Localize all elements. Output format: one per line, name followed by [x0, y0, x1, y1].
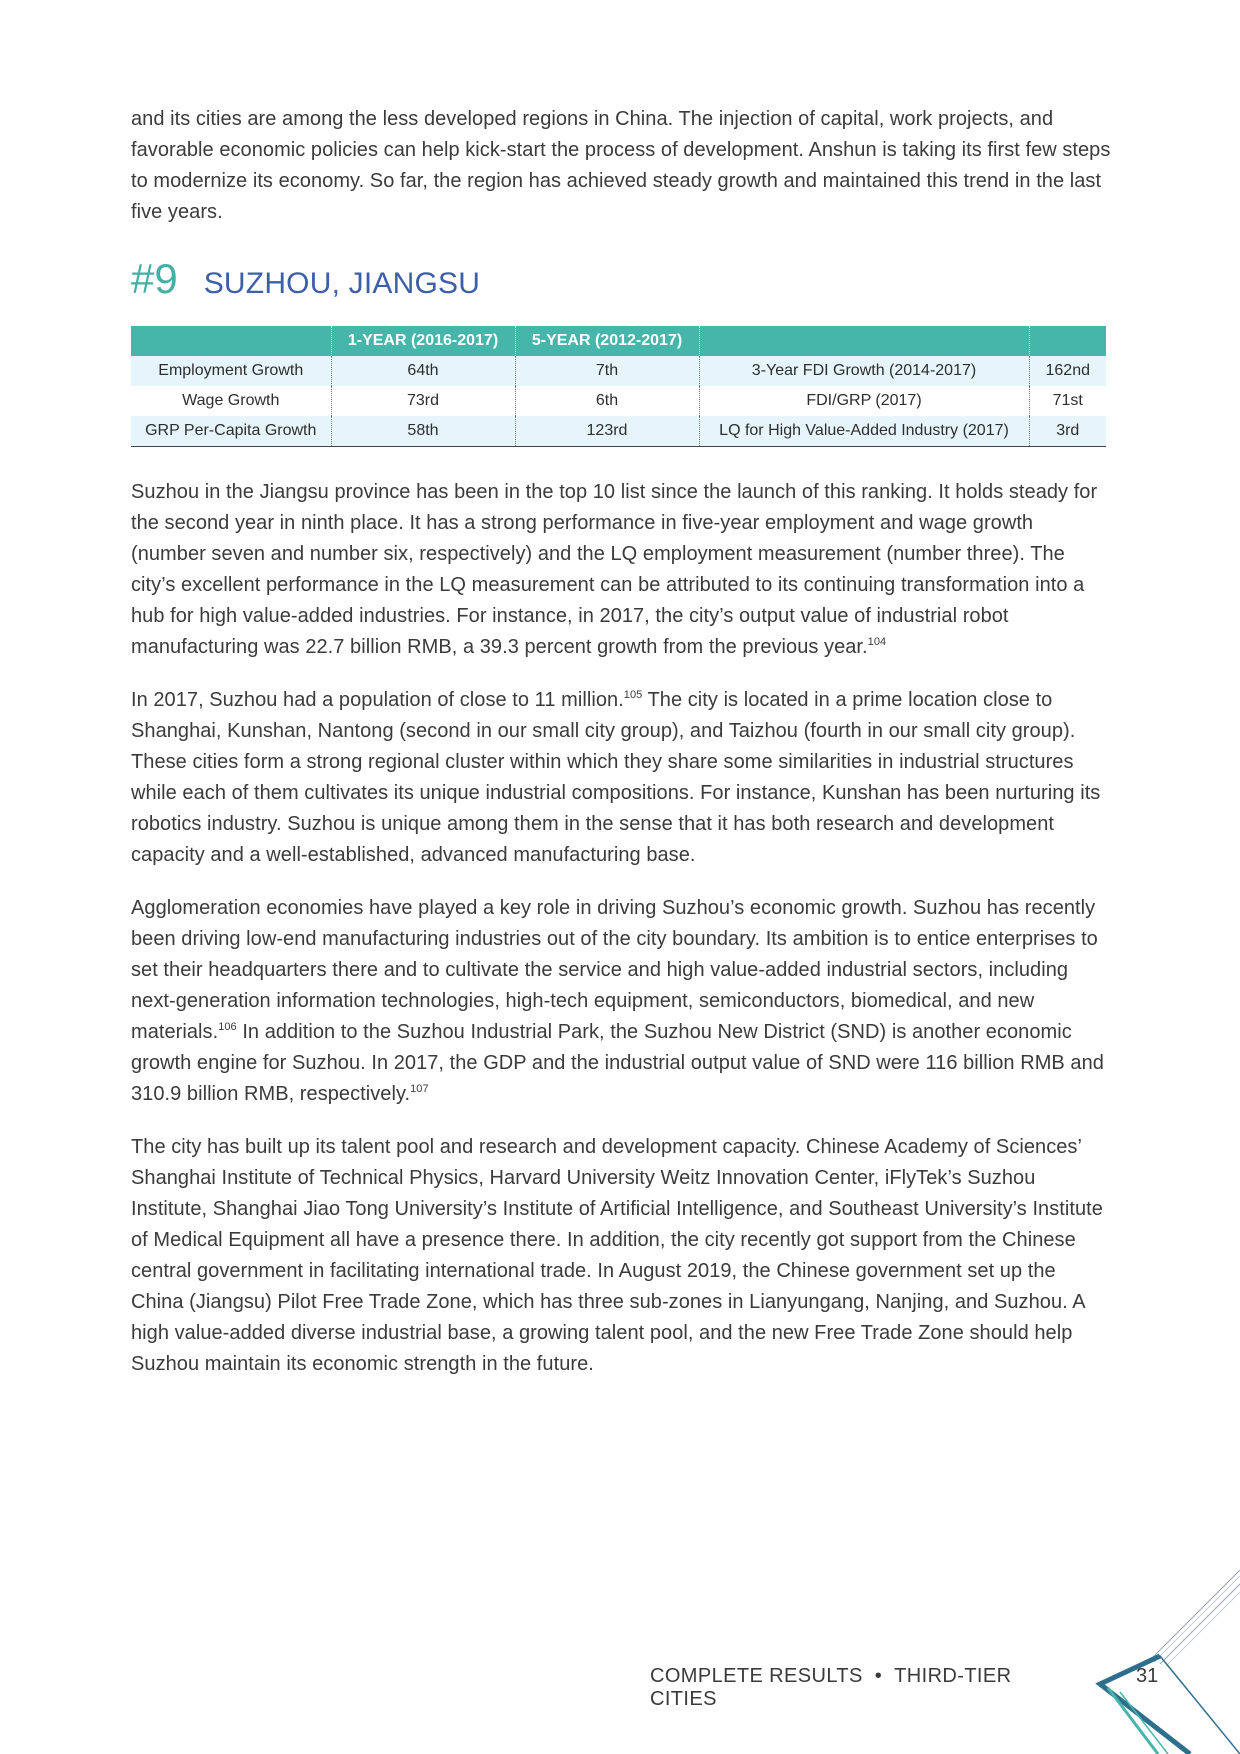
footer-subsection: THIRD-TIER CITIES	[650, 1665, 1012, 1710]
paragraph-text: Agglomeration economies have played a key role in driving Suzhou’s economic growth. Suzhou has recently been driving low-end manufacturing industries out of the city boundary. Its ambition is to entice enterprises to set their headquarters there and to cultivate the service and high value-added industrial sectors, including next-generation information technologies, high-tech equipment, semiconductors, biomedical, and new materials.	[131, 897, 1098, 1043]
table-header: 5-YEAR (2012-2017)	[515, 326, 699, 356]
table-cell: FDI/GRP (2017)	[699, 386, 1029, 416]
table-cell: 162nd	[1029, 356, 1106, 386]
table-cell: 71st	[1029, 386, 1106, 416]
section-heading	[131, 254, 1111, 304]
paragraph-text: In 2017, Suzhou had a population of close to 11 million.	[131, 689, 624, 711]
footer-bullet: •	[874, 1665, 883, 1687]
footnote-ref: 104	[867, 636, 887, 648]
table-row	[131, 356, 1106, 386]
paragraph-text: In addition to the Suzhou Industrial Park, the Suzhou New District (SND) is another economic growth engine for Suzhou. In 2017, the GDP and the industrial output value of SND were 116 billion RMB and 310.9 billion RMB, respectively.	[131, 1021, 1104, 1105]
paragraph-text: The city is located in a prime location close to Shanghai, Kunshan, Nantong (second in our small city group), and Taizhou (fourth in our small city group). These cities form a strong regional cluster within which they share some similarities in industrial structures while each of them cultivates its unique industrial compositions. For instance, Kunshan has been nurturing its robotics industry. Suzhou is unique among them in the sense that it has both research and development capacity and a well-established, advanced manufacturing base.	[131, 689, 1101, 866]
table-header-row	[131, 326, 1106, 356]
table-cell: GRP Per-Capita Growth	[131, 416, 331, 447]
corner-decoration-icon	[1090, 1560, 1240, 1754]
table-row	[131, 386, 1106, 416]
table-cell: LQ for High Value-Added Industry (2017)	[699, 416, 1029, 447]
city-name: SUZHOU, JIANGSU	[203, 267, 481, 300]
ranking-table	[131, 326, 1106, 447]
paragraph-text: Suzhou in the Jiangsu province has been in the top 10 list since the launch of this ranking. It holds steady for the second year in ninth place. It has a strong performance in five-year employment and wage growth (number seven and number six, respectively) and the LQ employment measurement (number three). The city’s excellent performance in the LQ measurement can be attributed to its continuing transformation into a hub for high value-added industries. For instance, in 2017, the city’s output value of industrial robot manufacturing was 22.7 billion RMB, a 39.3 percent growth from the previous year.	[131, 481, 1098, 658]
table-row	[131, 416, 1106, 447]
table-cell: Employment Growth	[131, 356, 331, 386]
paragraph-talent-pool: The city has built up its talent pool and research and development capacity. Chinese Academy of Sciences’ Shanghai Institute of Technical Physics, Harvard University Weitz Innovation Center, iFlyTek’s Suzhou Institute, Shanghai Jiao Tong University’s Institute of Artificial Intelligence, and Southeast University’s Institute of Medical Equipment all have a presence there. In addition, the city recently got support from the Chinese central government in facilitating international trade. In August 2019, the Chinese government set up the China (Jiangsu) Pilot Free Trade Zone, which has three sub-zones in Lianyungang, Nanjing, and Suzhou. A high value-added diverse industrial base, a growing talent pool, and the new Free Trade Zone should help Suzhou maintain its economic strength in the future.	[131, 1136, 1103, 1375]
table-cell: 6th	[515, 386, 699, 416]
rank-number: #9	[131, 255, 178, 302]
page-number: 31	[1136, 1665, 1159, 1687]
table-cell: 7th	[515, 356, 699, 386]
footnote-ref: 107	[410, 1083, 429, 1095]
table-header	[699, 326, 1029, 356]
paragraph-population	[131, 685, 1111, 871]
table-header	[1029, 326, 1106, 356]
page-content	[131, 104, 1111, 1402]
table-cell: 3-Year FDI Growth (2014-2017)	[699, 356, 1029, 386]
table-cell: Wage Growth	[131, 386, 331, 416]
page-footer	[650, 1665, 1070, 1710]
paragraph-ranking-summary	[131, 477, 1111, 663]
footnote-ref: 106	[218, 1021, 237, 1033]
table-header: 1-YEAR (2016-2017)	[331, 326, 515, 356]
table-cell: 64th	[331, 356, 515, 386]
paragraph-agglomeration	[131, 893, 1111, 1110]
table-cell: 123rd	[515, 416, 699, 447]
table-cell: 3rd	[1029, 416, 1106, 447]
table-header	[131, 326, 331, 356]
footer-section: COMPLETE RESULTS	[650, 1665, 863, 1687]
table-cell: 73rd	[331, 386, 515, 416]
table-cell: 58th	[331, 416, 515, 447]
intro-paragraph: and its cities are among the less developed regions in China. The injection of capital, work projects, and favorable economic policies can help kick-start the process of development. Anshun is taking its first few steps to modernize its economy. So far, the region has achieved steady growth and maintained this trend in the last five years.	[131, 108, 1111, 223]
footnote-ref: 105	[623, 689, 643, 701]
